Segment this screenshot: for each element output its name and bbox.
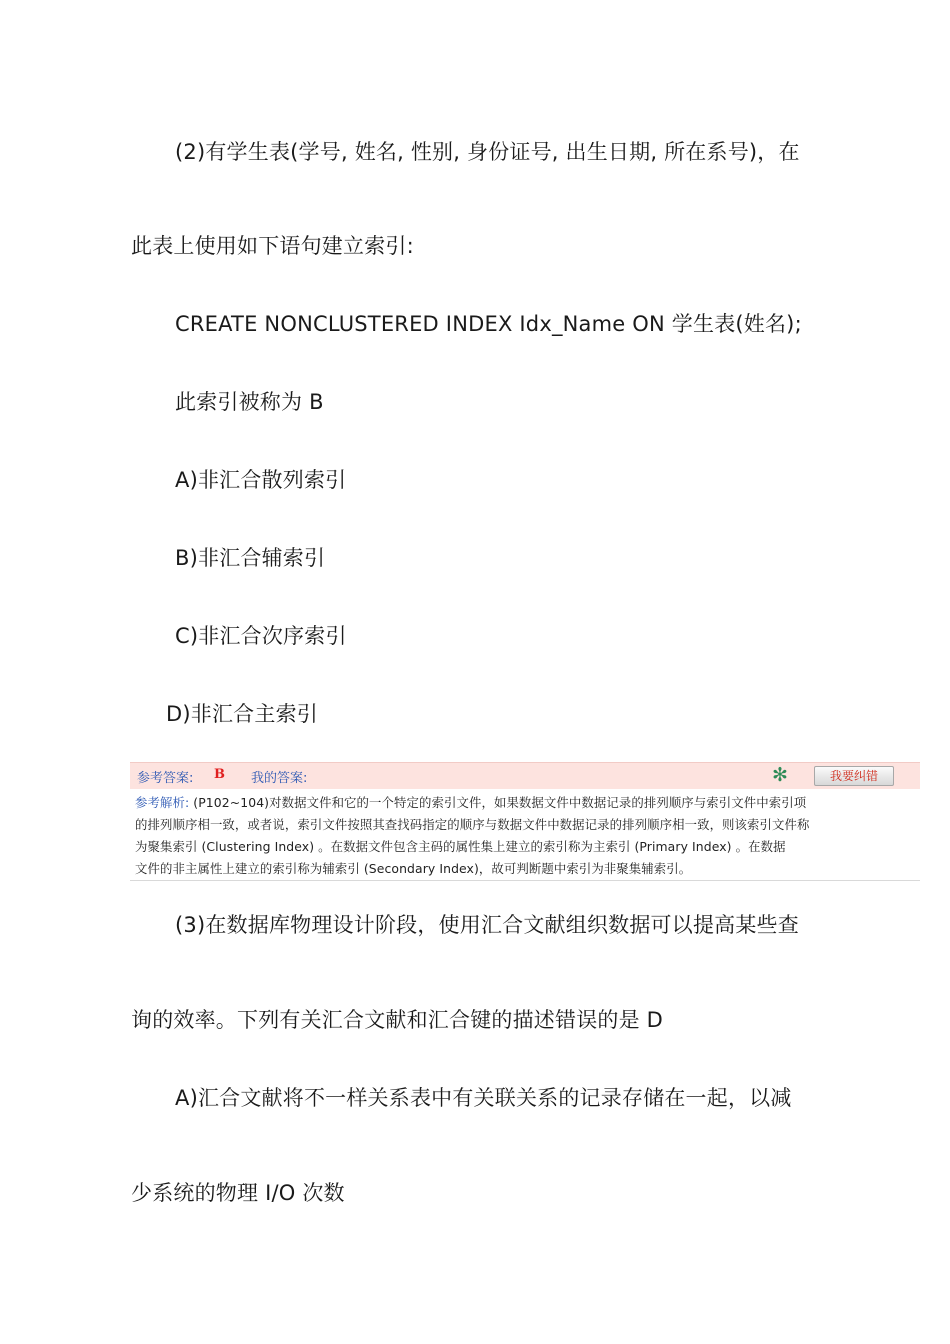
- answer-panel: [130, 762, 920, 881]
- analysis-line: 为聚集索引 (Clustering Index) 。在数据文件包含主码的属性集上建立的索引称为主索引 (Primary Index) 。在数据: [135, 839, 786, 854]
- analysis-label: 参考解析:: [135, 795, 190, 810]
- report-error-button[interactable]: 我要纠错: [814, 766, 894, 786]
- option-c: C)非汇合次序索引: [175, 624, 347, 648]
- my-answer-label: 我的答案:: [251, 771, 308, 786]
- question-3-line-1: (3)在数据库物理设计阶段，使用汇合文献组织数据可以提高某些查: [175, 913, 799, 937]
- question-3-option-a-line-1: A)汇合文献将不一样关系表中有关联关系的记录存储在一起，以减: [175, 1086, 792, 1110]
- answer-header: [130, 762, 920, 789]
- option-d: D)非汇合主索引: [166, 702, 318, 726]
- sql-statement: CREATE NONCLUSTERED INDEX Idx_Name ON 学生表(姓名);: [175, 312, 802, 336]
- option-a: A)非汇合散列索引: [175, 468, 347, 492]
- analysis-line: 的排列顺序相一致，或者说，索引文件按照其查找码指定的顺序与数据文件中数据记录的排列顺序相一致，则该索引文件称: [135, 817, 810, 832]
- analysis-line: (P102~104)对数据文件和它的一个特定的索引文件，如果数据文件中数据记录的排列顺序与索引文件中索引项: [193, 795, 807, 810]
- analysis-line: 文件的非主属性上建立的索引称为辅索引 (Secondary Index)，故可判断题中索引为非聚集辅索引。: [135, 861, 692, 876]
- reference-answer-value: B: [214, 767, 225, 782]
- question-2-stem: 此索引被称为 B: [175, 390, 324, 414]
- question-3-line-2: 询的效率。下列有关汇合文献和汇合键的描述错误的是 D: [131, 1008, 664, 1032]
- question-3-option-a-line-2: 少系统的物理 I/O 次数: [131, 1181, 345, 1205]
- asterisk-icon: ✻: [772, 764, 788, 786]
- question-2-line-1: (2)有学生表(学号, 姓名, 性别, 身份证号, 出生日期, 所在系号)，在: [175, 140, 800, 164]
- reference-answer-label: 参考答案:: [137, 771, 194, 786]
- question-2-line-2: 此表上使用如下语句建立索引:: [131, 234, 414, 258]
- option-b: B)非汇合辅索引: [175, 546, 326, 570]
